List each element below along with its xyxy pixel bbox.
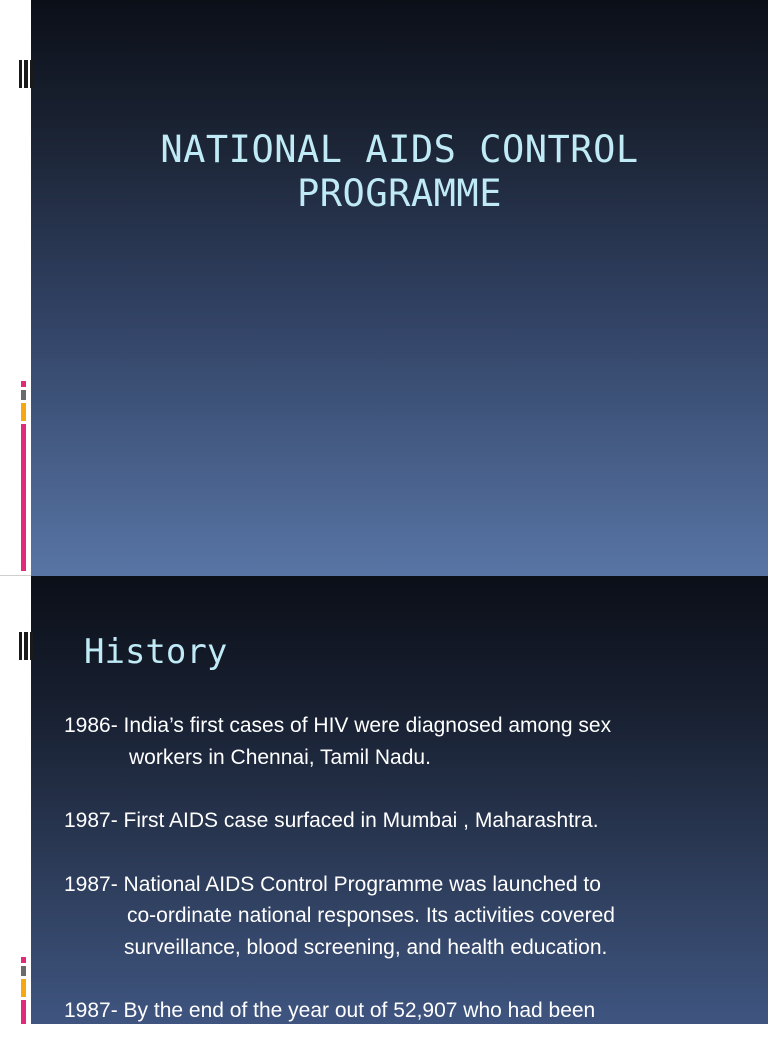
history-entry-line: 1987- National AIDS Control Programme was launched to — [64, 872, 601, 896]
history-entry-line: co-ordinate national responses. Its activities covered — [127, 904, 615, 927]
history-entry-line: 1987- By the end of the year out of 52,907 who had been — [64, 999, 596, 1022]
slide-bars-decoration — [19, 60, 33, 88]
accent-stripe-decoration — [21, 957, 26, 1024]
history-entry — [64, 995, 754, 1027]
slide-bars-decoration — [19, 632, 33, 660]
accent-stripe-decoration — [21, 381, 26, 571]
history-heading: History — [84, 632, 228, 672]
history-entry — [64, 805, 754, 837]
title-slide-background — [31, 0, 768, 576]
history-entry-line: workers in Chennai, Tamil Nadu. — [129, 745, 431, 769]
history-entry — [64, 710, 754, 773]
slide-title — [31, 128, 768, 216]
history-entry-line: surveillance, blood screening, and health education. — [124, 935, 608, 959]
history-entry-line: 1987- First AIDS case surfaced in Mumbai , Maharashtra. — [64, 809, 599, 832]
history-list — [64, 710, 754, 1059]
history-entry — [64, 869, 754, 964]
slide-title-line-2: PROGRAMME — [297, 172, 502, 215]
history-entry-line: 1986- India’s first cases of HIV were diagnosed among sex — [64, 714, 612, 737]
slide-title-line-1: NATIONAL AIDS CONTROL — [160, 128, 639, 171]
